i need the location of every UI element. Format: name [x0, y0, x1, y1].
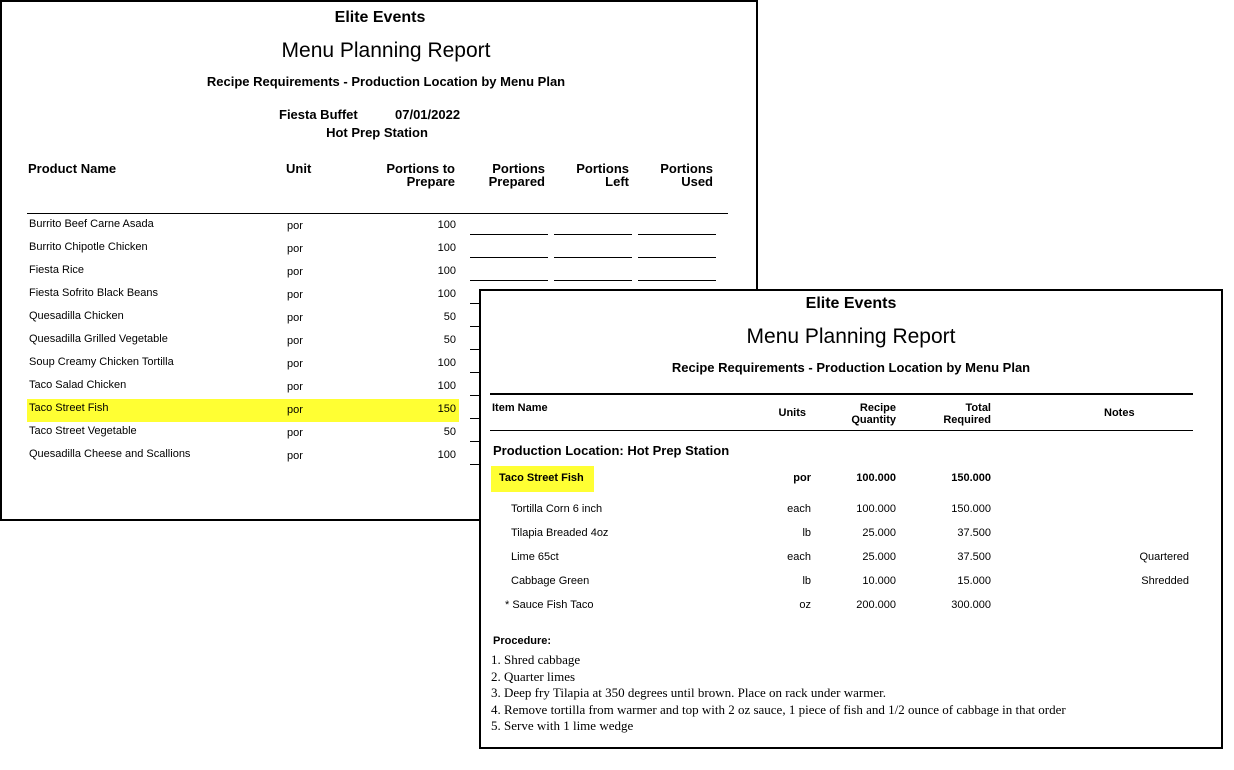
header-top-rule — [490, 393, 1193, 395]
product-unit: por — [287, 381, 303, 393]
ingredient-unit: lb — [802, 527, 811, 539]
ingredient-recipe-quantity: 25.000 — [862, 551, 896, 563]
col-header-line: Portions — [492, 161, 545, 176]
header-rule — [27, 213, 728, 214]
portions-prepared-blank — [470, 257, 548, 258]
report-title: Menu Planning Report — [746, 325, 956, 348]
ingredient-name: Lime 65ct — [511, 551, 559, 563]
ingredient-recipe-quantity: 10.000 — [862, 575, 896, 587]
recipe-total-required: 150.000 — [951, 472, 991, 484]
col-header-product-name: Product Name — [28, 161, 117, 176]
procedure-step: 2. Quarter limes — [491, 669, 576, 684]
product-name: Taco Street Fish — [29, 402, 109, 414]
header-bottom-rule — [490, 430, 1193, 431]
procedure-step: 5. Serve with 1 lime wedge — [491, 718, 634, 733]
portions-left-blank — [554, 280, 632, 281]
portions-used-blank — [638, 280, 716, 281]
product-name: Quesadilla Grilled Vegetable — [29, 333, 168, 345]
col-header-total-required — [911, 402, 991, 426]
menu-planning-report-recipe — [479, 289, 1223, 749]
product-unit: por — [287, 427, 303, 439]
portions-used-blank — [638, 234, 716, 235]
portions-to-prepare: 50 — [443, 311, 456, 323]
procedure-step: 1. Shred cabbage — [491, 652, 581, 667]
ingredient-total-required: 37.500 — [957, 551, 991, 563]
col-header-line: Total — [965, 402, 991, 414]
product-name: Fiesta Sofrito Black Beans — [29, 287, 159, 299]
product-unit: por — [287, 312, 303, 324]
ingredient-unit: lb — [802, 575, 811, 587]
company-name: Elite Events — [334, 9, 426, 26]
product-unit: por — [287, 335, 303, 347]
production-location: Production Location: Hot Prep Station — [493, 443, 730, 458]
product-name: Taco Street Vegetable — [29, 425, 137, 437]
ingredient-unit: oz — [799, 599, 811, 611]
product-name: Taco Salad Chicken — [29, 379, 127, 391]
col-header-line: Recipe — [859, 402, 896, 414]
col-header-notes: Notes — [1104, 407, 1135, 419]
ingredient-total-required: 37.500 — [957, 527, 991, 539]
procedure-step: 4. Remove tortilla from warmer and top with 2 oz sauce, 1 piece of fish and 1/2 ounce of cabbage in that order — [491, 702, 1066, 717]
portions-to-prepare: 100 — [437, 288, 456, 300]
portions-left-blank — [554, 234, 632, 235]
portions-to-prepare: 50 — [443, 426, 456, 438]
col-header-line: Prepared — [488, 174, 545, 189]
portions-prepared-blank — [470, 280, 548, 281]
col-header-portions-to-prepare — [355, 162, 455, 188]
ingredient-name: Cabbage Green — [511, 575, 590, 587]
report-subtitle: Recipe Requirements - Production Location by Menu Plan — [206, 74, 566, 89]
product-unit: por — [287, 220, 303, 232]
col-header-line: Used — [681, 174, 713, 189]
ingredient-total-required: 300.000 — [951, 599, 991, 611]
ingredient-total-required: 15.000 — [957, 575, 991, 587]
recipe-unit: por — [793, 472, 811, 484]
col-header-line: Portions to — [386, 161, 455, 176]
col-header-line: Portions — [576, 161, 629, 176]
product-unit: por — [287, 358, 303, 370]
portions-to-prepare: 100 — [437, 242, 456, 254]
product-unit: por — [287, 289, 303, 301]
ingredient-unit: each — [787, 503, 811, 515]
col-header-item-name: Item Name — [492, 402, 548, 414]
product-name: Fiesta Rice — [29, 264, 85, 276]
procedure-label: Procedure: — [493, 635, 552, 647]
ingredient-total-required: 150.000 — [951, 503, 991, 515]
ingredient-recipe-quantity: 200.000 — [856, 599, 896, 611]
company-name: Elite Events — [805, 295, 897, 312]
portions-left-blank — [554, 257, 632, 258]
product-name: Burrito Chipotle Chicken — [29, 241, 148, 253]
report-title: Menu Planning Report — [281, 39, 491, 62]
report-subtitle: Recipe Requirements - Production Location by Menu Plan — [671, 360, 1031, 375]
ingredient-unit: each — [787, 551, 811, 563]
product-name: Quesadilla Cheese and Scallions — [29, 448, 191, 460]
col-header-line: Prepare — [406, 174, 455, 189]
ingredient-note: Shredded — [1141, 575, 1189, 587]
procedure-step: 3. Deep fry Tilapia at 350 degrees until brown. Place on rack under warmer. — [491, 685, 886, 700]
col-header-line: Portions — [660, 161, 713, 176]
product-name: Burrito Beef Carne Asada — [29, 218, 154, 230]
portions-to-prepare: 100 — [437, 380, 456, 392]
col-header-line: Left — [605, 174, 629, 189]
ingredient-name: Tilapia Breaded 4oz — [511, 527, 609, 539]
portions-to-prepare: 50 — [443, 334, 456, 346]
col-header-portions-used — [613, 162, 713, 188]
col-header-line: Quantity — [851, 414, 896, 426]
col-header-recipe-quantity — [816, 402, 896, 426]
ingredient-name: Tortilla Corn 6 inch — [511, 503, 603, 515]
menu-name: Fiesta Buffet — [279, 107, 358, 122]
recipe-quantity: 100.000 — [856, 472, 896, 484]
product-unit: por — [287, 243, 303, 255]
product-unit: por — [287, 450, 303, 462]
ingredient-name: * Sauce Fish Taco — [505, 599, 594, 611]
location-name: Hot Prep Station — [326, 125, 428, 140]
col-header-units: Units — [778, 407, 806, 419]
portions-used-blank — [638, 257, 716, 258]
product-unit: por — [287, 404, 303, 416]
product-name: Soup Creamy Chicken Tortilla — [29, 356, 174, 368]
portions-to-prepare: 100 — [437, 265, 456, 277]
ingredient-note: Quartered — [1139, 551, 1189, 563]
portions-to-prepare: 100 — [437, 449, 456, 461]
portions-prepared-blank — [470, 234, 548, 235]
col-header-unit: Unit — [286, 161, 312, 176]
portions-to-prepare: 100 — [437, 357, 456, 369]
product-name: Quesadilla Chicken — [29, 310, 124, 322]
menu-date: 07/01/2022 — [395, 107, 461, 122]
portions-to-prepare: 150 — [437, 403, 456, 415]
portions-to-prepare: 100 — [437, 219, 456, 231]
col-header-line: Required — [943, 414, 991, 426]
ingredient-recipe-quantity: 100.000 — [856, 503, 896, 515]
recipe-name: Taco Street Fish — [499, 472, 584, 484]
ingredient-recipe-quantity: 25.000 — [862, 527, 896, 539]
product-unit: por — [287, 266, 303, 278]
